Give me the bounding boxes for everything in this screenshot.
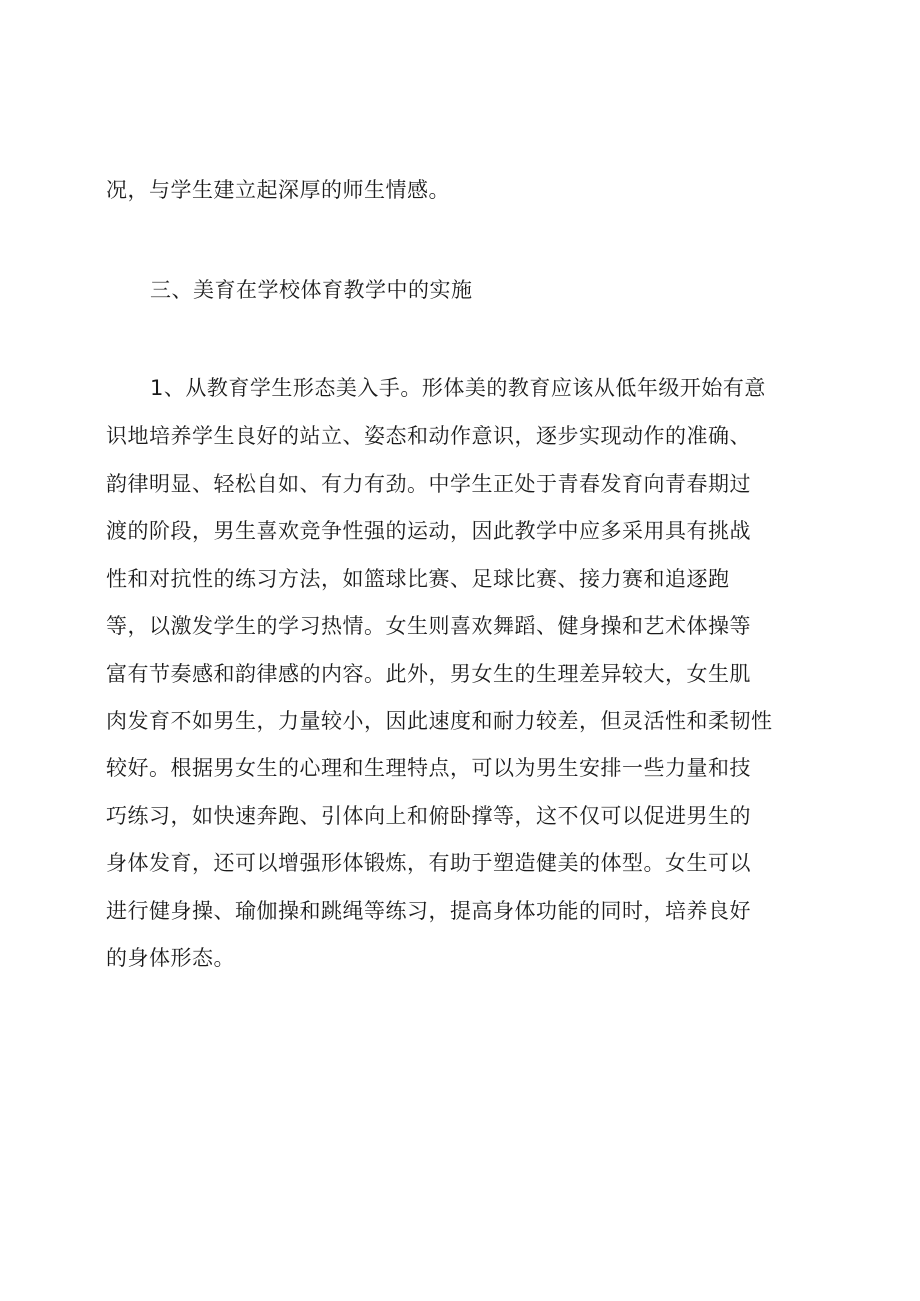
paragraph-line: 性和对抗性的练习方法，如篮球比赛、足球比赛、接力赛和追逐跑 [106, 567, 730, 591]
paragraph-line: 身体发育，还可以增强形体锻炼，有助于塑造健美的体型。女生可以 [106, 851, 751, 875]
section-heading: 三、美育在学校体育教学中的实施 [150, 278, 473, 302]
paragraph-line: 巧练习，如快速奔跑、引体向上和俯卧撑等，这不仅可以促进男生的 [106, 804, 751, 828]
paragraph-line: 富有节奏感和韵律感的内容。此外，男女生的生理差异较大，女生肌 [106, 662, 751, 686]
paragraph-line: 进行健身操、瑜伽操和跳绳等练习，提高身体功能的同时，培养良好 [106, 899, 751, 923]
paragraph-line: 韵律明显、轻松自如、有力有劲。中学生正处于青春发育向青春期过 [106, 472, 751, 496]
paragraph-line: 肉发育不如男生，力量较小，因此速度和耐力较差，但灵活性和柔韧性 [106, 709, 773, 733]
paragraph-line: 的身体形态。 [106, 946, 235, 970]
paragraph-line: 较好。根据男女生的心理和生理特点，可以为男生安排一些力量和技 [106, 756, 751, 780]
paragraph-line: 识地培养学生良好的站立、姿态和动作意识，逐步实现动作的准确、 [106, 424, 751, 448]
paragraph-line: 渡的阶段，男生喜欢竞争性强的运动，因此教学中应多采用具有挑战 [106, 519, 751, 543]
paragraph-line: 1、从教育学生形态美入手。形体美的教育应该从低年级开始有意 [150, 376, 766, 400]
continuation-line: 况，与学生建立起深厚的师生情感。 [106, 178, 450, 202]
paragraph-line: 等，以激发学生的学习热情。女生则喜欢舞蹈、健身操和艺术体操等 [106, 614, 751, 638]
